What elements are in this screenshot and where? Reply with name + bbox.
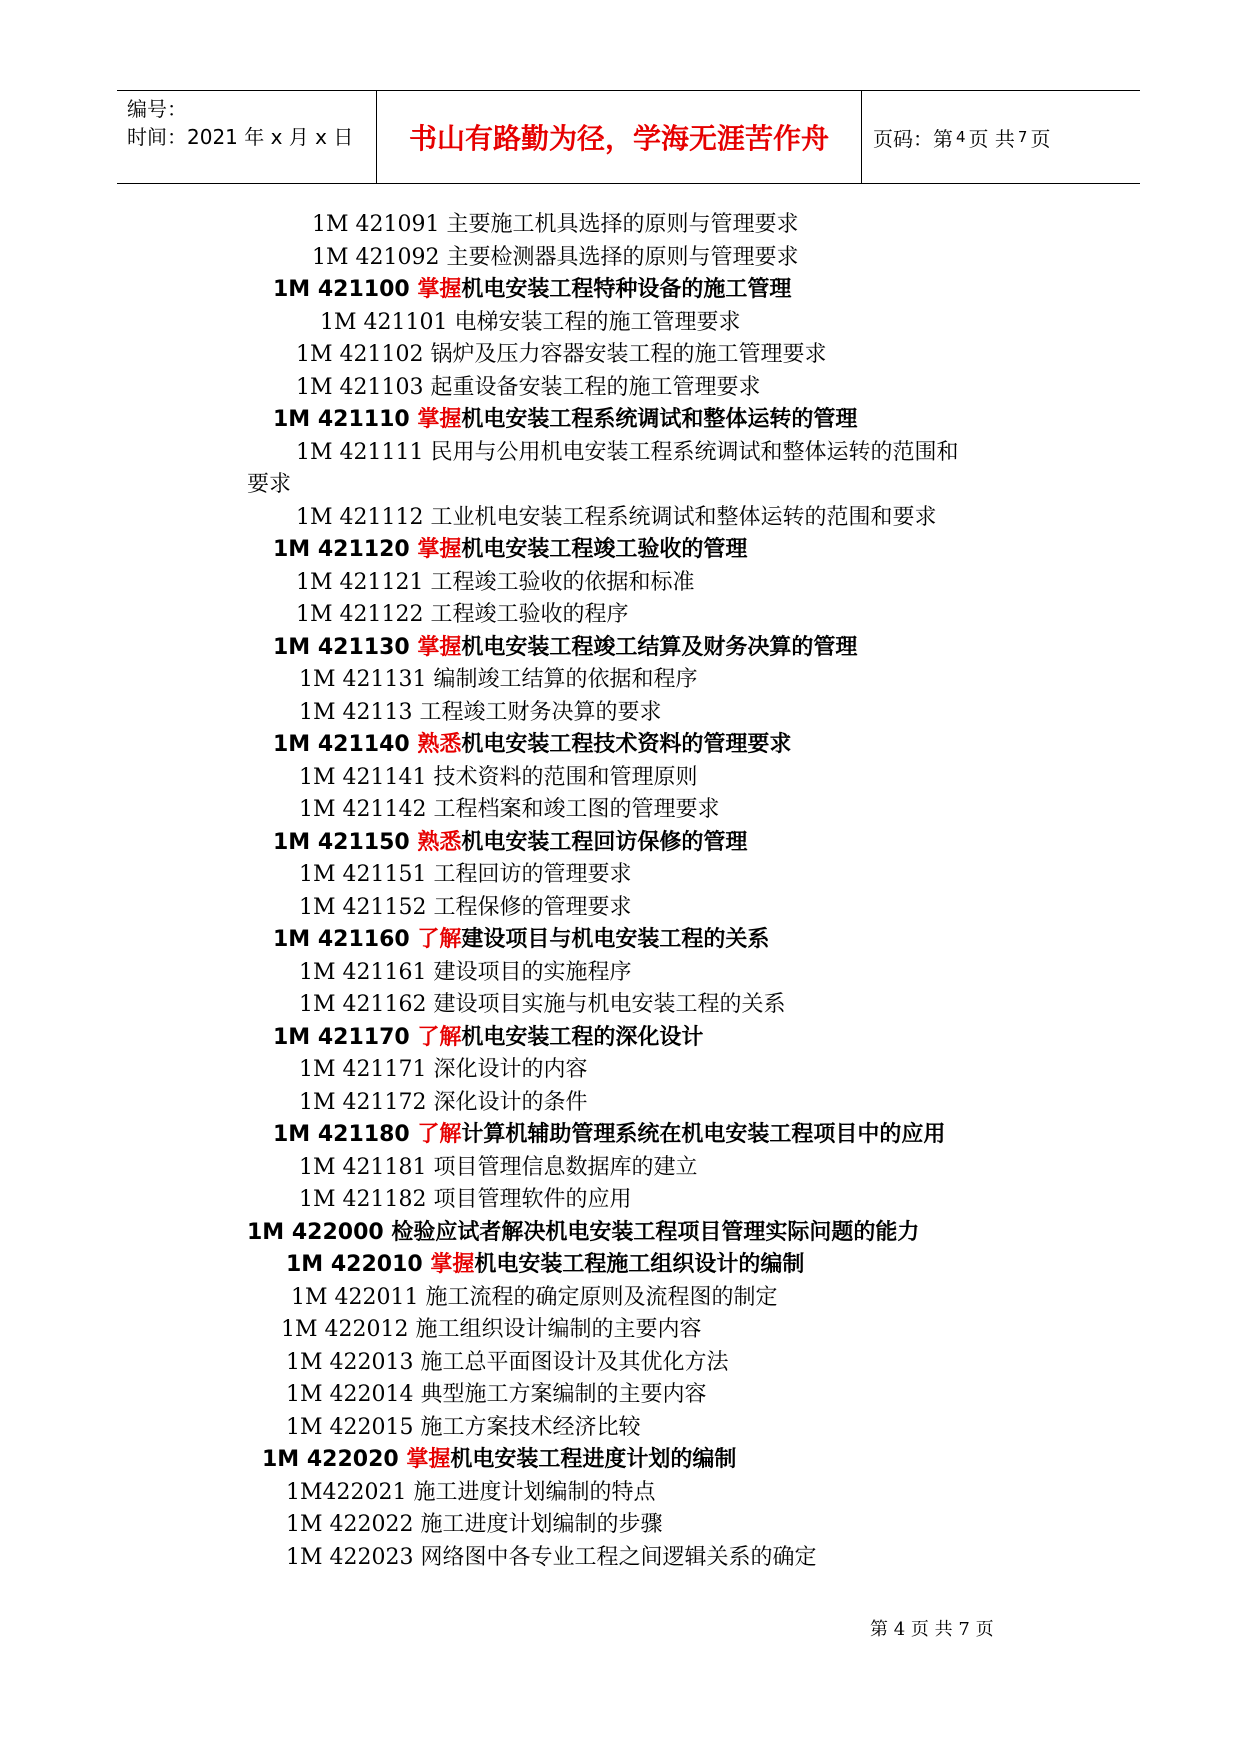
item-text: 工程档案和竣工图的管理要求 — [433, 797, 720, 822]
list-item — [291, 1282, 778, 1314]
list-item — [286, 1477, 656, 1509]
list-item — [320, 307, 741, 339]
item-text: 建设项目实施与机电安装工程的关系 — [433, 992, 786, 1017]
item-code: 1M 421180 — [273, 1122, 410, 1147]
item-code: 1M 421141 — [299, 764, 427, 790]
list-item — [299, 957, 632, 989]
section-heading — [273, 632, 857, 664]
item-text: 施工进度计划编制的步骤 — [420, 1512, 663, 1537]
item-text: 主要检测器具选择的原则与管理要求 — [446, 244, 799, 270]
item-code: 1M 422011 — [291, 1284, 419, 1310]
item-text: 深化设计的条件 — [433, 1089, 588, 1115]
list-item — [286, 1412, 641, 1444]
item-code: 1M 421171 — [299, 1057, 427, 1082]
item-text: 工程保修的管理要求 — [433, 894, 632, 920]
item-code: 1M 422014 — [286, 1382, 414, 1407]
list-item — [281, 1314, 702, 1346]
page-footer — [870, 1615, 994, 1641]
item-text: 工程回访的管理要求 — [433, 862, 632, 887]
item-code: 1M 422010 — [286, 1252, 423, 1277]
item-code: 1M 421151 — [299, 862, 427, 887]
item-code: 1M 422022 — [286, 1512, 414, 1537]
list-item — [247, 469, 291, 501]
list-item — [286, 1347, 729, 1379]
list-item — [299, 1054, 588, 1086]
footer-current: 4 — [893, 1619, 906, 1640]
item-code: 1M 421140 — [273, 732, 410, 757]
item-text: 民用与公用机电安装工程系统调试和整体运转的范围和 — [430, 439, 959, 465]
list-item — [296, 372, 761, 404]
list-item — [296, 339, 827, 371]
item-code: 1M 422020 — [262, 1447, 399, 1472]
list-item — [312, 209, 799, 241]
item-text: 机电安装工程进度计划的编制 — [450, 1447, 737, 1472]
item-code: 1M 421181 — [299, 1154, 427, 1180]
item-code: 1M 421111 — [296, 439, 424, 465]
list-item — [299, 989, 786, 1021]
item-code: 1M 421150 — [273, 829, 410, 855]
mastery-keyword: 熟悉 — [417, 829, 462, 855]
section-heading — [247, 1217, 919, 1249]
item-code: 1M 421161 — [299, 959, 427, 985]
mastery-keyword: 掌握 — [417, 537, 462, 562]
item-code: 1M 421120 — [273, 537, 410, 562]
section-heading — [273, 1022, 703, 1054]
item-text: 机电安装工程的深化设计 — [461, 1024, 704, 1050]
header-divider — [861, 91, 862, 183]
page-mid: 页 共 — [968, 126, 1015, 151]
item-code: 1M 422012 — [281, 1317, 409, 1342]
mastery-keyword: 掌握 — [430, 1252, 475, 1277]
item-text: 施工组织设计编制的主要内容 — [415, 1317, 702, 1342]
list-item — [299, 1184, 632, 1216]
mastery-keyword: 掌握 — [417, 407, 462, 432]
list-item — [299, 794, 720, 826]
item-code: 1M 421091 — [312, 212, 440, 237]
item-text: 施工进度计划编制的特点 — [413, 1479, 656, 1505]
list-item — [296, 599, 629, 631]
footer-prefix: 第 — [870, 1619, 888, 1640]
section-heading — [262, 1444, 736, 1476]
item-code: 1M 421103 — [296, 374, 424, 400]
footer-mid: 页 共 — [910, 1619, 953, 1640]
item-code: 1M 421101 — [320, 309, 448, 335]
header-page-number — [873, 91, 1140, 183]
item-text: 工程竣工验收的依据和标准 — [430, 569, 695, 595]
list-item — [299, 664, 698, 696]
section-heading — [273, 1119, 945, 1151]
document-number-label: 编号： — [127, 97, 187, 121]
item-code: 1M 421152 — [299, 894, 427, 920]
page-prefix: 页码：第 — [873, 126, 953, 151]
item-text: 锅炉及压力容器安装工程的施工管理要求 — [430, 342, 827, 367]
item-text: 编制竣工结算的依据和程序 — [433, 667, 698, 692]
item-text: 建设项目与机电安装工程的关系 — [461, 927, 770, 952]
item-text: 计算机辅助管理系统在机电安装工程项目中的应用 — [461, 1122, 946, 1147]
item-text: 起重设备安装工程的施工管理要求 — [430, 374, 761, 400]
item-text: 典型施工方案编制的主要内容 — [420, 1382, 707, 1407]
list-item — [299, 697, 662, 729]
list-item — [286, 1542, 817, 1574]
item-code: 1M 421112 — [296, 504, 424, 530]
item-code: 1M 421100 — [273, 277, 410, 302]
item-code: 1M 421182 — [299, 1187, 427, 1212]
list-item — [296, 437, 959, 469]
item-code: 1M 421172 — [299, 1089, 427, 1115]
item-text: 项目管理信息数据库的建立 — [433, 1154, 698, 1180]
item-text: 机电安装工程施工组织设计的编制 — [474, 1252, 805, 1277]
header-meta — [127, 91, 377, 183]
item-code: 1M 421122 — [296, 602, 424, 627]
list-item — [299, 1152, 698, 1184]
footer-total: 7 — [958, 1619, 970, 1640]
mastery-keyword: 了解 — [417, 927, 462, 952]
item-code: 1M 421102 — [296, 342, 424, 367]
item-code: 1M 421131 — [299, 667, 427, 692]
item-text: 施工方案技术经济比较 — [420, 1414, 641, 1440]
list-item — [286, 1509, 663, 1541]
item-text: 电梯安装工程的施工管理要求 — [454, 309, 741, 335]
item-text: 建设项目的实施程序 — [433, 959, 632, 985]
item-code: 1M 421162 — [299, 992, 427, 1017]
item-text: 技术资料的范围和管理原则 — [433, 764, 698, 790]
item-text: 机电安装工程竣工验收的管理 — [461, 537, 748, 562]
header-motto: 书山有路勤为径，学海无涯苦作舟 — [408, 122, 829, 155]
section-heading — [273, 827, 747, 859]
section-heading — [273, 274, 791, 306]
item-code: 1M 422015 — [286, 1414, 414, 1440]
section-heading — [273, 729, 791, 761]
item-text: 工业机电安装工程系统调试和整体运转的范围和要求 — [430, 504, 937, 530]
item-code: 1M 421130 — [273, 634, 410, 660]
mastery-keyword: 了解 — [417, 1024, 462, 1050]
section-heading — [273, 534, 747, 566]
page-total: 7 — [1017, 128, 1028, 146]
page-header — [117, 90, 1140, 184]
item-text: 工程竣工验收的程序 — [430, 602, 629, 627]
item-code: 1M 42113 — [299, 699, 413, 725]
item-code: 1M 422000 — [247, 1219, 384, 1245]
item-text: 机电安装工程特种设备的施工管理 — [461, 277, 792, 302]
list-item — [299, 859, 632, 891]
list-item — [299, 892, 632, 924]
item-code: 1M 421142 — [299, 797, 427, 822]
mastery-keyword: 掌握 — [417, 634, 462, 660]
list-item — [299, 762, 698, 794]
mastery-keyword: 掌握 — [417, 277, 462, 302]
document-time: 时间：2021 年 x 月 x 日 — [127, 125, 354, 149]
list-item — [296, 567, 695, 599]
item-text: 机电安装工程系统调试和整体运转的管理 — [461, 407, 858, 432]
item-text: 要求 — [247, 472, 292, 497]
mastery-keyword: 掌握 — [406, 1447, 451, 1472]
list-item — [299, 1087, 588, 1119]
item-code: 1M 422023 — [286, 1544, 414, 1570]
item-text: 主要施工机具选择的原则与管理要求 — [446, 212, 799, 237]
mastery-keyword: 了解 — [417, 1122, 462, 1147]
item-code: 1M 421121 — [296, 569, 424, 595]
section-heading — [286, 1249, 804, 1281]
item-text: 机电安装工程技术资料的管理要求 — [461, 732, 792, 757]
item-text: 机电安装工程竣工结算及财务决算的管理 — [461, 634, 858, 660]
page-suffix: 页 — [1030, 126, 1051, 151]
item-code: 1M 421170 — [273, 1024, 410, 1050]
item-code: 1M422021 — [286, 1479, 407, 1505]
item-text: 工程竣工财务决算的要求 — [419, 699, 662, 725]
mastery-keyword: 熟悉 — [417, 732, 462, 757]
item-text: 施工流程的确定原则及流程图的制定 — [425, 1284, 778, 1310]
item-text: 机电安装工程回访保修的管理 — [461, 829, 748, 855]
item-code: 1M 422013 — [286, 1349, 414, 1375]
item-code: 1M 421092 — [312, 244, 440, 270]
item-code: 1M 421110 — [273, 407, 410, 432]
item-text: 网络图中各专业工程之间逻辑关系的确定 — [420, 1544, 817, 1570]
item-code: 1M 421160 — [273, 927, 410, 952]
footer-suffix: 页 — [975, 1619, 994, 1640]
section-heading — [273, 404, 857, 436]
item-text: 检验应试者解决机电安装工程项目管理实际问题的能力 — [391, 1219, 920, 1245]
item-text: 项目管理软件的应用 — [433, 1187, 632, 1212]
list-item — [286, 1379, 707, 1411]
list-item — [312, 242, 799, 274]
item-text: 深化设计的内容 — [433, 1057, 588, 1082]
section-heading — [273, 924, 769, 956]
item-text: 施工总平面图设计及其优化方法 — [420, 1349, 729, 1375]
list-item — [296, 502, 937, 534]
page-current: 4 — [956, 128, 966, 146]
